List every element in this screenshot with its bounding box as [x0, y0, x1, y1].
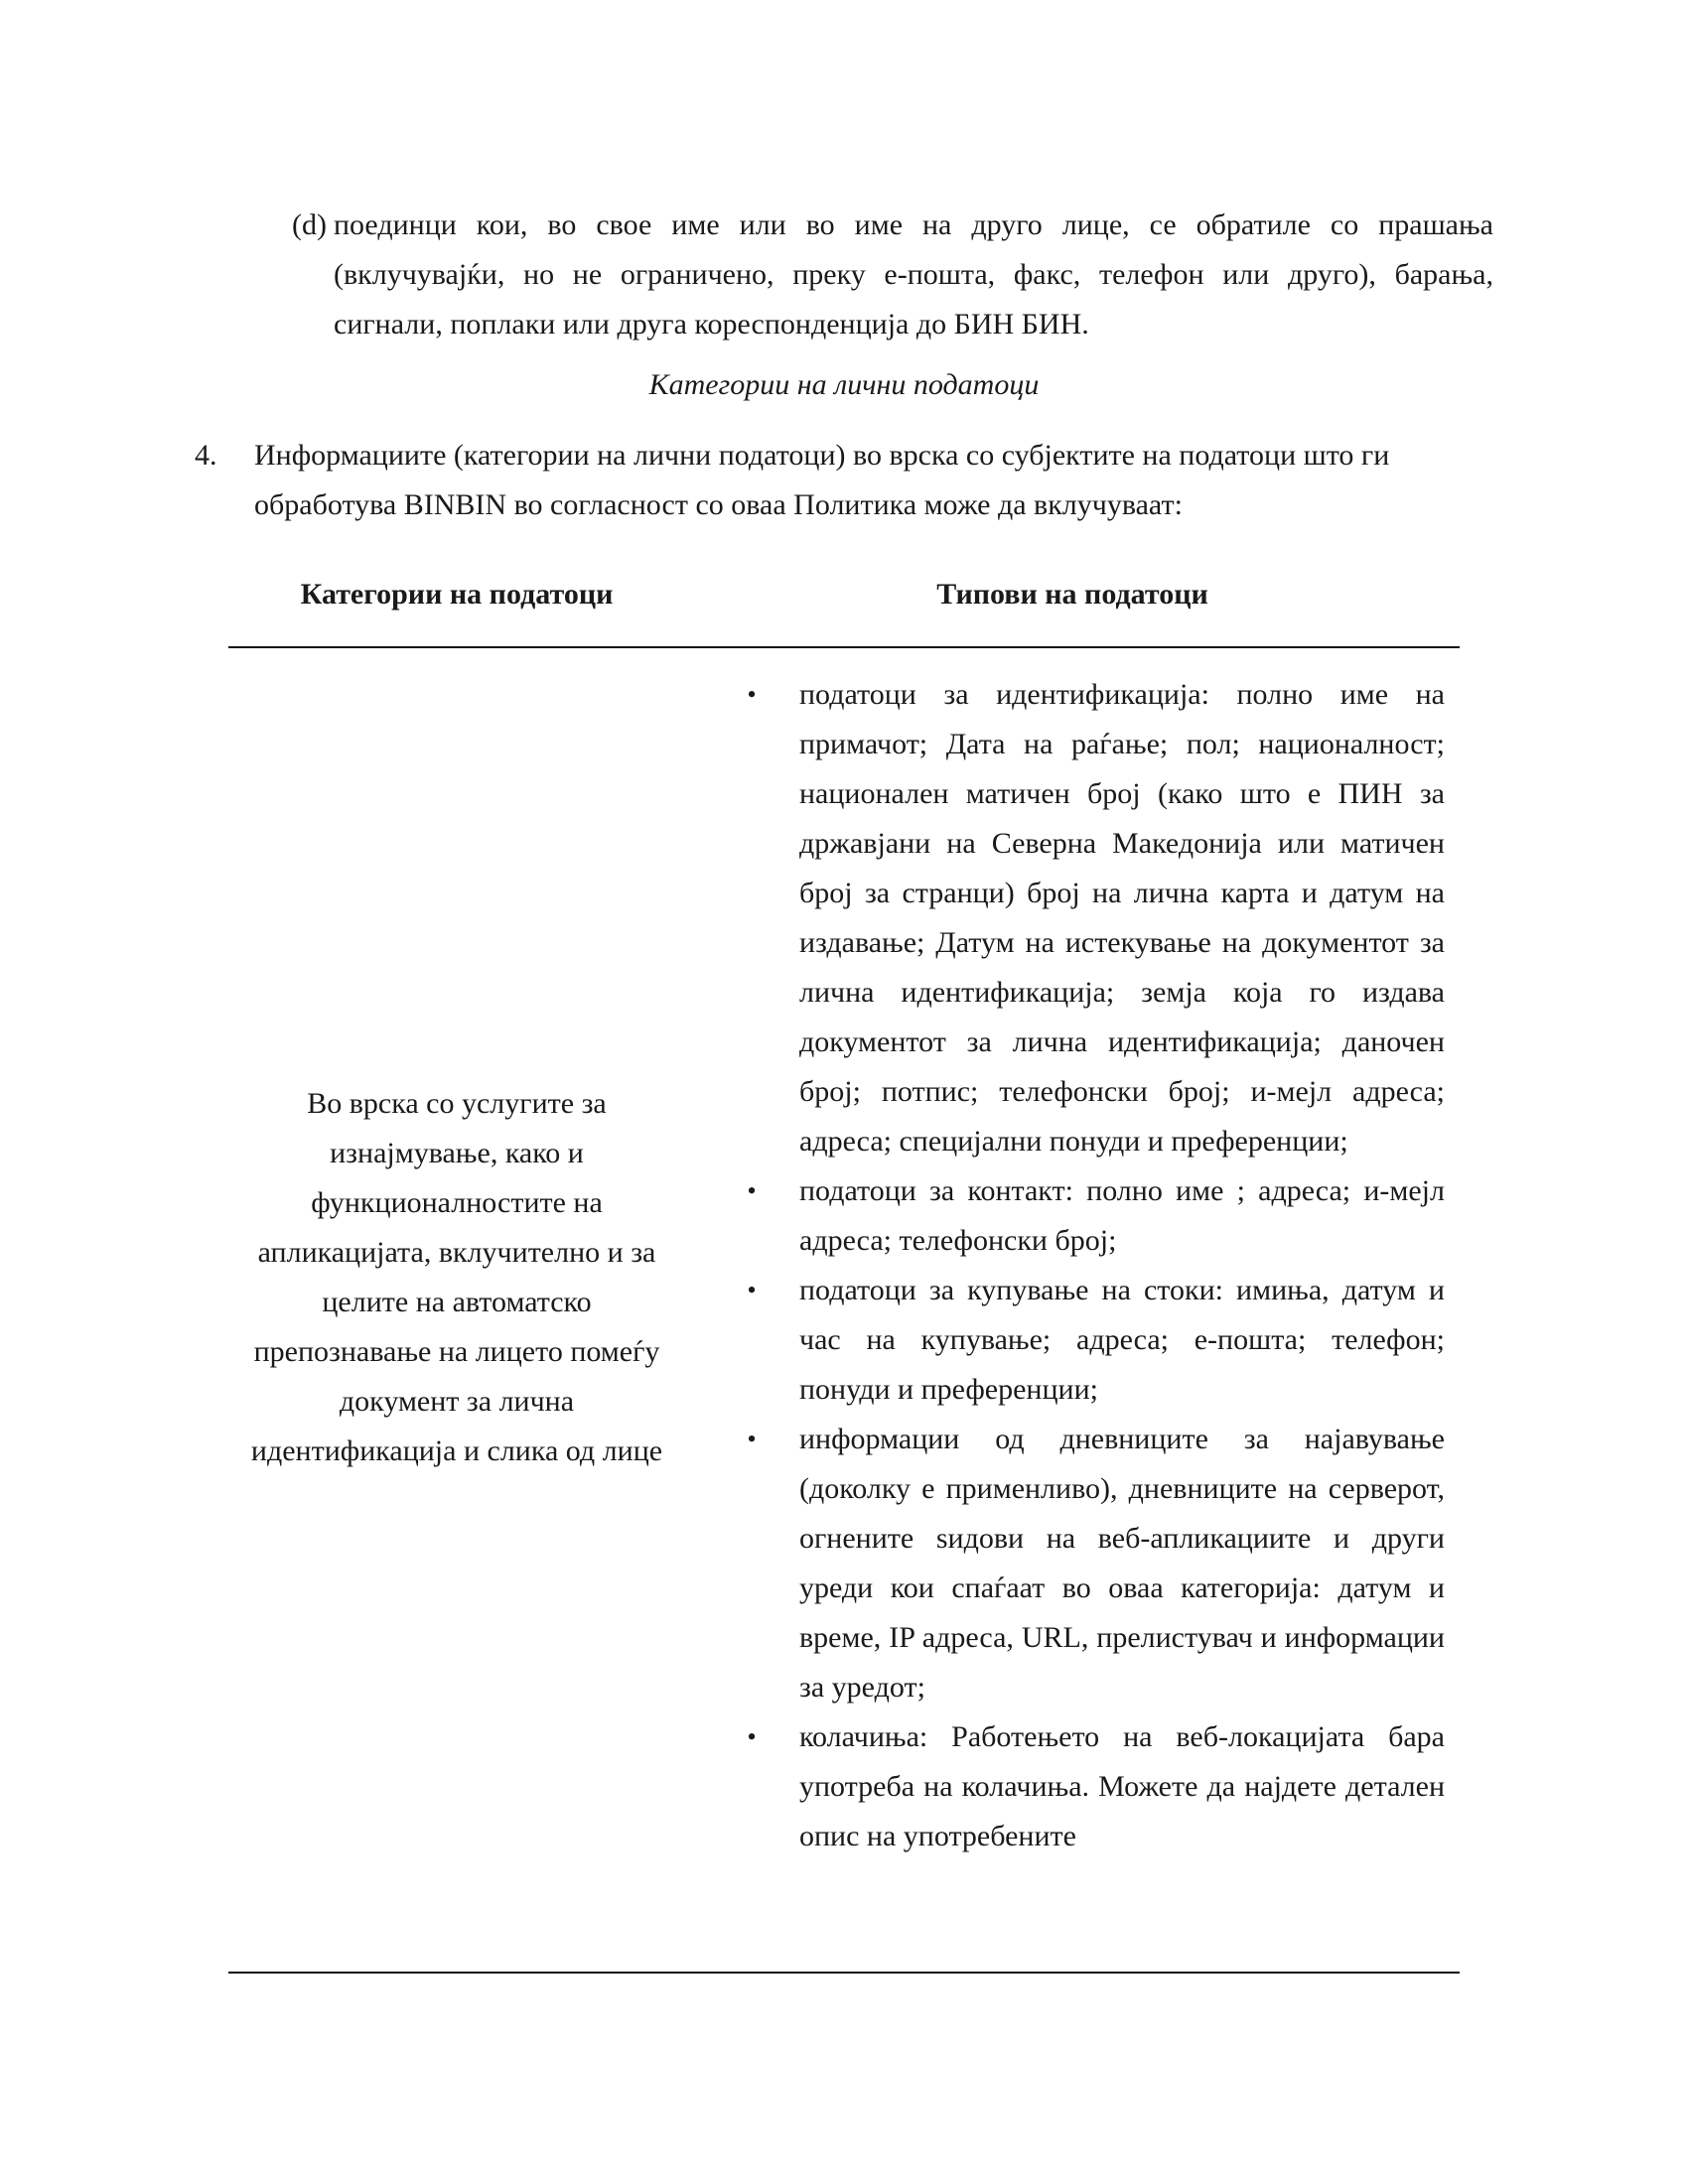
list-item-text [334, 201, 1493, 349]
bullet-icon: • [747, 1176, 757, 1205]
list-item-d [292, 201, 1493, 349]
table-header-categories: Категории на податоци [300, 578, 614, 611]
table-top-rule [228, 646, 1460, 648]
list-marker: (d) [292, 208, 327, 241]
list-item-text: податоци за контакт: полно име ; адреса; и-мејл адреса; телефонски број; [799, 1174, 1445, 1257]
list-item [740, 1166, 1445, 1266]
bullet-icon: • [747, 1276, 757, 1304]
list-item-text: информации од дневниците за најавување (доколку е применливо), дневниците на серверот, огнените ѕидови на веб-апликациите и други уреди кои спаѓаат во оваа категорија: датум и време, IP адреса, URL, прелистувач и информации за уредот; [799, 1423, 1445, 1704]
bullet-icon: • [747, 1722, 757, 1751]
table-cell-types-list [740, 670, 1445, 1861]
list-item-text: колачиња: Работењето на веб-локацијата бара употреба на колачиња. Можете да најдете детален опис на употребените [799, 1720, 1445, 1852]
list-item-text: податоци за купување на стоки: имиња, датум и час на купување; адреса; е-пошта; телефон; понуди и преференции; [799, 1274, 1445, 1406]
bullet-icon: • [747, 1425, 757, 1453]
list-item [740, 1415, 1445, 1712]
list-item-text: податоци за идентификација: полно име на примачот; Дата на раѓање; пол; националност; национален матичен број (како што е ПИН за државјани на Северна Македонија или матичен број за странци) број на лична карта и датум на издавање; Датум на истекување на документот за лична идентификација; земја која го издава документот за лична идентификација; даночен број; потпис; телефонски број; и-мејл адреса; адреса; специјални понуди и преференции; [799, 678, 1445, 1158]
numbered-item-4 [195, 431, 1505, 530]
bullet-icon: • [747, 680, 757, 709]
list-item [740, 670, 1445, 1166]
item-number: 4. [195, 439, 217, 472]
table-header-types: Типови на податоци [936, 578, 1208, 611]
section-subheading: Категории на лични податоци [648, 368, 1040, 401]
list-item [740, 1712, 1445, 1861]
item-4-text: Информациите (категории на лични податоци) во врска со субјектите на податоци што ги обработува BINBIN во согласност со оваа Политика може да вклучуваат: [254, 439, 1390, 521]
list-item [740, 1266, 1445, 1415]
item-d-text: поединци кои, во свое име или во име на друго лице, се обратиле со прашања (вклучувајќи, но не ограничено, преку е-пошта, факс, телефон или друго), барања, сигнали, поплаки или друга кореспонденција до БИН БИН. [334, 208, 1493, 341]
table-bottom-rule [228, 1972, 1460, 1974]
table-cell-category: Во врска со услугите за изнајмување, како и функционалностите на апликацијата, вклучително и за целите на автоматско препознавање на лицето помеѓу документ за лична идентификација и слика од лице [250, 1087, 663, 1467]
